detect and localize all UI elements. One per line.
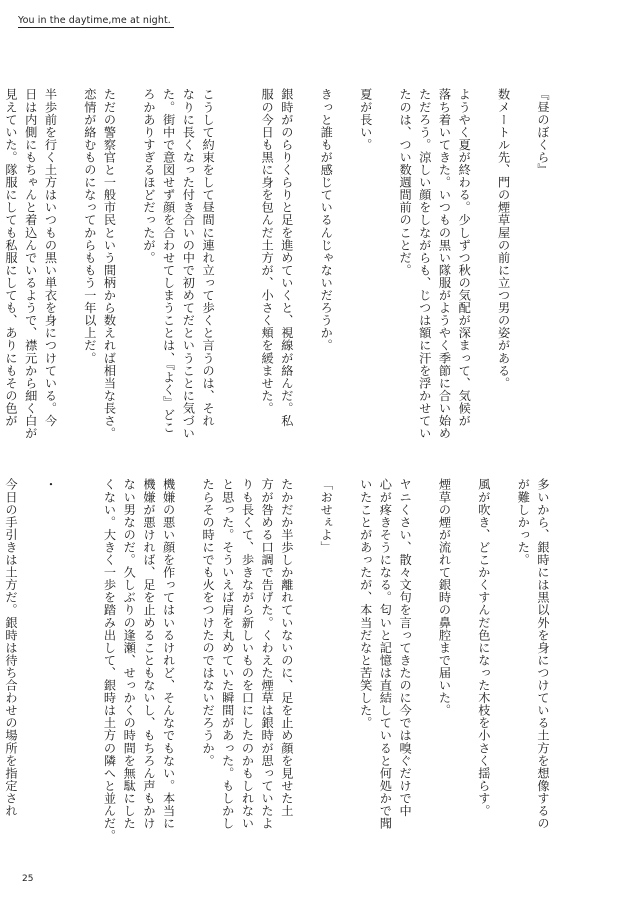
- text-column: 日は内側にもちゃんと着込んでいるようで、襟元から細く白が: [23, 88, 38, 440]
- text-column: 夏が長い。: [358, 88, 373, 151]
- text-column: [493, 478, 513, 858]
- text-column: ただの警察官と一般市民という間柄から数えれば相当な長さ。: [102, 88, 117, 440]
- text-column: [79, 478, 99, 858]
- text-column: [375, 88, 395, 448]
- text-column: [119, 88, 139, 448]
- text-column: [178, 478, 198, 858]
- text-column: [296, 88, 316, 448]
- header-underline: [18, 27, 174, 28]
- text-column: [59, 88, 79, 448]
- text-column: 恋情が絡むものになってからももう一年以上だ。: [82, 88, 97, 365]
- text-column: 見えていた。隊服にしても私服にしても、ありにもその色が: [4, 88, 19, 427]
- text-column: と思った。そういえば肩を丸めていた瞬間があった。もしかし: [220, 478, 235, 830]
- text-column: 落ち着いてきた。いつもの黒い隊服がようやく季節に合い始め: [437, 88, 452, 440]
- running-header-title: You in the daytime,me at night.: [18, 15, 171, 26]
- text-column: たかだか半歩しか離れていないのに、足を止め顔を見せた土: [279, 478, 294, 817]
- text-column: 服の今日も黒に身を包んだ土方が、小さく頬を緩ませた。: [260, 88, 275, 415]
- text-column: 「おせぇよ」: [319, 478, 334, 554]
- text-column: 『昼のぼくら』: [536, 88, 550, 176]
- text-column: ただろう。涼しい顔をしながらも、じつは額に汗を浮かせてい: [417, 88, 432, 440]
- text-column: くない。大きく一歩を踏み出して、銀時は土方の隣へと並んだ。: [102, 478, 117, 842]
- text-column: 風が吹き、どこかくすんだ色になった木枝を小さく揺らす。: [476, 478, 491, 817]
- text-column: ヤニくさい、散々文句を言ってきたのに今では嗅ぐだけで中: [398, 478, 413, 817]
- text-column: こうして約束をして昼間に連れ立って歩くと言うのは、それ: [201, 88, 216, 427]
- text-column: たのは、つい数週間前のことだ。: [398, 88, 413, 277]
- text-column: ない男なのだ。久しぶりの逢瀬、せっかくの時間を無駄にした: [122, 478, 137, 830]
- text-column: が難しかった。: [516, 478, 531, 566]
- text-column: [59, 478, 79, 858]
- text-column: [473, 88, 493, 448]
- text-column: [237, 88, 257, 448]
- text-column: りも長くて、歩きながら新しいものを口にしたのかもしれない: [240, 478, 255, 830]
- text-column: た。街中で意図せず顔を合わせてしまうことは、『よく』どこ: [161, 88, 176, 434]
- text-column: [20, 478, 40, 858]
- text-column: いたことがあったが、本当だなと苦笑した。: [358, 478, 373, 729]
- text-column: 今日の手引きは土方だ。銀時は待ち合わせの場所を指定され: [4, 478, 19, 817]
- text-column: 方が咎める口調で告げた。くわえた煙草は銀時が思っていたよ: [260, 478, 275, 830]
- text-column: きっと誰もが感じているんじゃないだろうか。: [319, 88, 334, 352]
- text-column: [296, 478, 316, 858]
- text-column: なりに長くなった付き合いの中で初めてだということに気づい: [181, 88, 196, 440]
- text-column: ろかありすぎるほどだったが。: [141, 88, 156, 264]
- lower-text-block: [0, 478, 552, 858]
- text-column: [335, 88, 355, 448]
- text-column: 数メートル先、門の煙草屋の前に立つ男の姿がある。: [496, 88, 511, 390]
- text-column: たらその時にでも火をつけたのではないだろうか。: [201, 478, 216, 767]
- text-column: 銀時がのらりくらりと足を進めていくと、視線が絡んだ。私: [279, 88, 294, 427]
- text-column: [414, 478, 434, 858]
- text-column: 多いから、銀時には黒以外を身につけている土方を想像するの: [536, 478, 550, 830]
- text-column: [453, 478, 473, 858]
- upper-text-block: [0, 88, 552, 448]
- text-column: ようやく夏が終わる。少しずつ秋の気配が深まって、気候が: [457, 88, 472, 427]
- text-column: [513, 88, 533, 448]
- text-column: 機嫌の悪い顔を作ってはいるけれど、そんなでもない。本当に: [161, 478, 176, 830]
- text-column: 半歩前を行く土方はいつもの黒い単衣を身につけている。今: [43, 88, 58, 427]
- text-column: 機嫌が悪ければ、足を止めることもないし、もちろん声もかけ: [141, 478, 156, 830]
- text-column: 煙草の煙が流れて銀時の鼻腔まで届いた。: [437, 478, 452, 717]
- text-column: [335, 478, 355, 858]
- text-column: ・: [43, 478, 58, 491]
- text-column: [217, 88, 237, 448]
- page-number: 25: [22, 874, 34, 884]
- text-column: 心が疼きそうになる。匂いと記憶は直結していると何処かで聞: [378, 478, 393, 830]
